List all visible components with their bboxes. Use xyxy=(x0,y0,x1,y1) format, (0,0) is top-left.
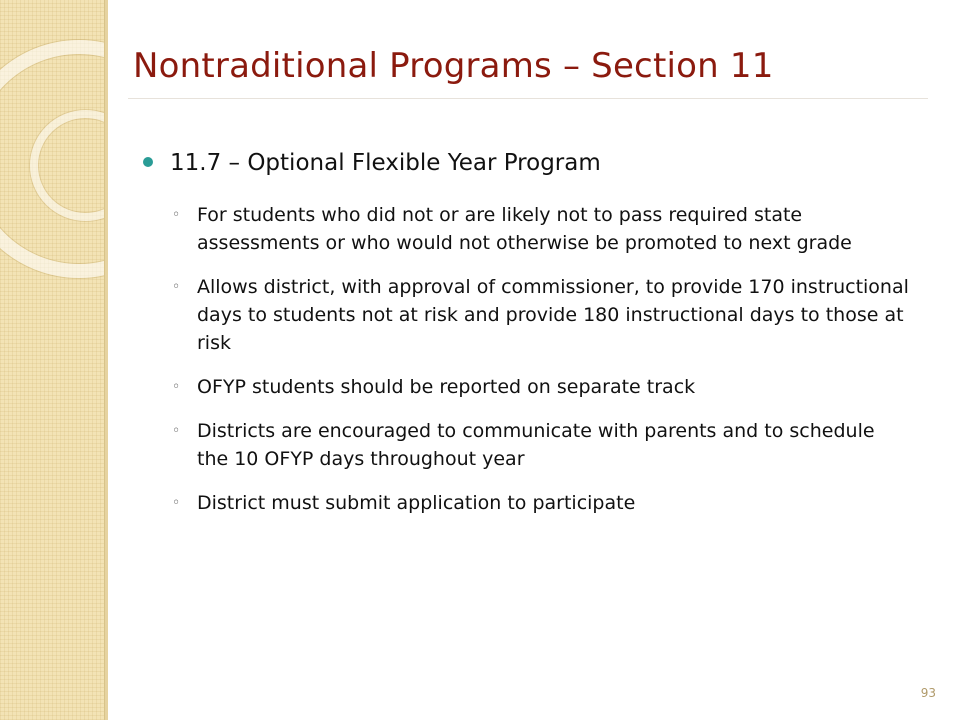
hollow-bullet-icon: ◦ xyxy=(172,495,181,511)
hollow-bullet-icon: ◦ xyxy=(172,279,181,295)
sub-bullet-text: District must submit application to participate xyxy=(197,492,636,514)
main-bullet-text: 11.7 – Optional Flexible Year Program xyxy=(170,150,601,176)
band-divider xyxy=(104,0,108,720)
slide-content xyxy=(140,143,910,533)
slide-title: Nontraditional Programs – Section 11 xyxy=(133,46,774,86)
sub-bullet-text: OFYP students should be reported on separate track xyxy=(197,376,696,398)
bullet-dot-icon xyxy=(143,157,153,167)
decorative-side-band xyxy=(0,0,104,720)
main-bullet xyxy=(140,143,910,183)
sub-bullet-text: Districts are encouraged to communicate with parents and to schedule the 10 OFYP days throughout year xyxy=(197,420,875,470)
sub-bullet-item xyxy=(140,417,910,473)
page-number: 93 xyxy=(920,686,936,700)
hollow-bullet-icon: ◦ xyxy=(172,379,181,395)
sub-bullet-list xyxy=(140,201,910,517)
sub-bullet-text: Allows district, with approval of commissioner, to provide 170 instructional days to students not at risk and provide 180 instructional days to those at risk xyxy=(197,276,909,354)
title-underline xyxy=(128,98,928,99)
sub-bullet-item xyxy=(140,373,910,401)
sub-bullet-text: For students who did not or are likely not to pass required state assessments or who would not otherwise be promoted to next grade xyxy=(197,204,852,254)
hollow-bullet-icon: ◦ xyxy=(172,207,181,223)
sub-bullet-item xyxy=(140,201,910,257)
sub-bullet-item xyxy=(140,273,910,357)
sub-bullet-item xyxy=(140,489,910,517)
hollow-bullet-icon: ◦ xyxy=(172,423,181,439)
